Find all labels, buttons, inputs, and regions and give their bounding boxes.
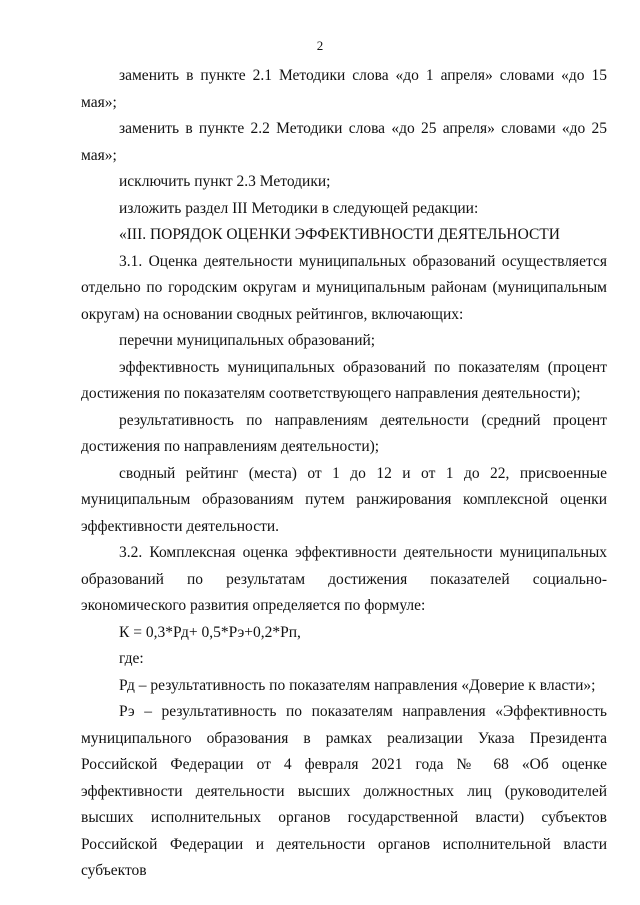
paragraph-3-1: 3.1. Оценка деятельности муниципальных образований осуществляется отдельно по городским округам и муниципальным районам (муниципальным округам) на основании сводных рейтингов, включающих: [81, 252, 607, 323]
paragraph-3-2: 3.2. Комплексная оценка эффективности деятельности муниципальных образований по результатам достижения показателей социально-экономического развития определяется по формуле: [81, 544, 607, 614]
section-heading: «III. ПОРЯДОК ОЦЕНКИ ЭФФЕКТИВНОСТИ ДЕЯТЕЛЬНОСТИ [119, 226, 560, 243]
paragraph-exclude-2-3: исключить пункт 2.3 Методики; [119, 173, 331, 190]
definition-rd: Рд – результативность по показателям направления «Доверие к власти»; [119, 676, 596, 694]
paragraph-where: где: [119, 650, 144, 667]
list-item-summary-rating: сводный рейтинг (места) от 1 до 12 и от 1 до 22, присвоенные муниципальным образованиям путем ранжирования комплексной оценки эффективности деятельности. [81, 464, 607, 535]
list-item-municipalities: перечни муниципальных образований; [119, 332, 376, 349]
document-body [81, 63, 607, 885]
page-number: 2 [316, 38, 324, 53]
formula: К = 0,3*Рд+ 0,5*Рэ+0,2*Рп, [119, 623, 301, 641]
list-item-effectiveness: результативность по направлениям деятельности (средний процент достижения по направлениям деятельности); [81, 411, 607, 455]
paragraph-replace-2-2: заменить в пункте 2.2 Методики слова «до 25 апреля» словами «до 25 мая»; [81, 120, 607, 164]
paragraph-restate-section-3: изложить раздел III Методики в следующей редакции: [119, 199, 479, 217]
definition-re: Рэ – результативность по показателям направления «Эффективность муниципального образования в рамках реализации Указа Президента Российской Федерации от 4 февраля 2021 года № 68 «Об оценке эффективности деятельности высших должностных лиц (руководителей высших исполнительных органов государственной власти) субъектов Российской Федерации и деятельности органов исполнительной власти субъектов [81, 703, 607, 879]
list-item-efficiency: эффективность муниципальных образований по показателям (процент достижения по показателям соответствующего направления деятельности); [81, 358, 607, 402]
paragraph-replace-2-1: заменить в пункте 2.1 Методики слова «до 1 апреля» словами «до 15 мая»; [81, 67, 607, 111]
